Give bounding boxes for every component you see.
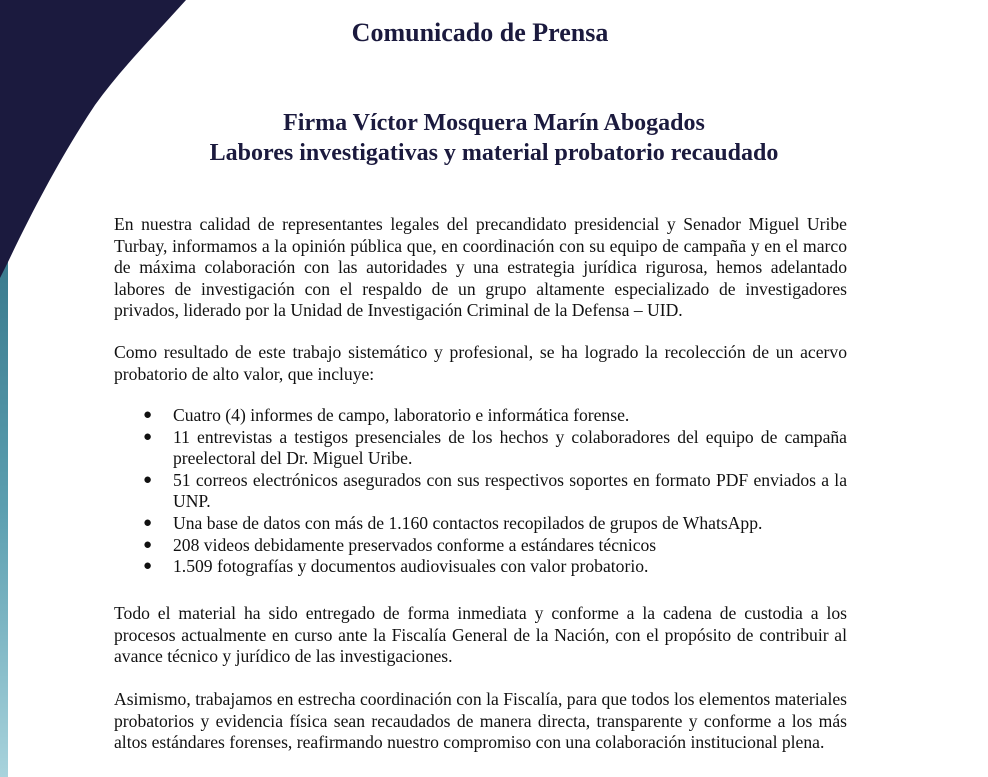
list-item (114, 535, 847, 557)
headline-firm-name: Firma Víctor Mosquera Marín Abogados (283, 110, 705, 136)
evidence-list (114, 405, 847, 578)
bullet-icon: ● (143, 558, 153, 575)
list-item (114, 556, 847, 578)
bullet-icon: ● (143, 428, 153, 445)
paragraph-intro: En nuestra calidad de representantes legales del precandidato presidencial y Senador Miguel Uribe Turbay, informamos a la opinión pública que, en coordinación con su equipo de campaña y en el marco de máxima colaboración con las autoridades y una estrategia jurídica rigurosa, hemos adelantado labores de investigación con el respaldo de un grupo altamente especializado de investigadores privados, liderado por la Unidad de Investigación Criminal de la Defensa – UID. (114, 214, 847, 321)
bullet-icon: ● (143, 407, 153, 423)
paragraph-coordination: Asimismo, trabajamos en estrecha coordinación con la Fiscalía, para que todos los elementos materiales probatorios y evidencia física sean recaudados de manera directa, transparente y conforme a los más altos estándares forenses, reafirmando nuestro compromiso con una colaboración institucional plena. (114, 689, 847, 753)
list-item (114, 470, 847, 513)
bullet-icon: ● (143, 471, 153, 488)
list-item-text: 1.509 fotografías y documentos audiovisuales con valor probatorio. (173, 556, 649, 577)
list-item (114, 427, 847, 470)
paragraph-results: Como resultado de este trabajo sistemático y profesional, se ha logrado la recolección de un acervo probatorio de alto valor, que incluye: (114, 342, 847, 384)
list-item-text: 11 entrevistas a testigos presenciales de los hechos y colaboradores del equipo de campaña preelectoral del Dr. Miguel Uribe. (173, 426, 847, 469)
bullet-icon: ● (143, 536, 153, 553)
headline-subject: Labores investigativas y material probatorio recaudado (209, 140, 779, 166)
list-item (114, 513, 847, 535)
list-item-text: 208 videos debidamente preservados conforme a estándares técnicos (173, 534, 657, 555)
press-release-title: Comunicado de Prensa (351, 18, 609, 47)
bullet-icon: ● (143, 514, 153, 531)
headline (0, 108, 988, 168)
paragraph-custody: Todo el material ha sido entregado de forma inmediata y conforme a la cadena de custodia a los procesos actualmente en curso ante la Fiscalía General de la Nación, con el propósito de contribuir al avance técnico y jurídico de las investigaciones. (114, 603, 847, 667)
list-item-text: 51 correos electrónicos asegurados con sus respectivos soportes en formato PDF enviados a la UNP. (173, 469, 847, 512)
list-item-text: Una base de datos con más de 1.160 contactos recopilados de grupos de WhatsApp. (173, 512, 763, 533)
list-item (114, 405, 847, 427)
list-item-text: Cuatro (4) informes de campo, laboratorio e informática forense. (173, 405, 630, 425)
